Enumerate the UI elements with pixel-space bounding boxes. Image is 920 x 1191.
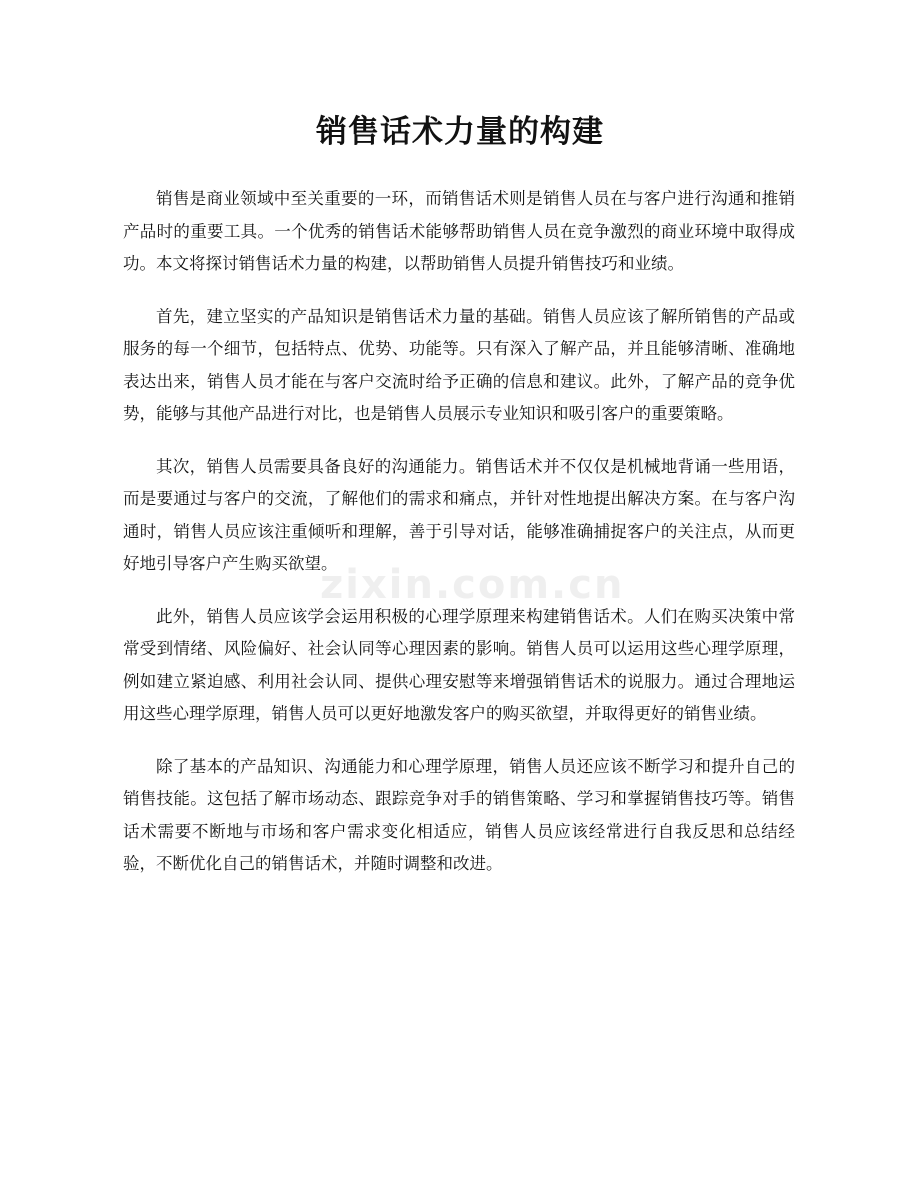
paragraph-5: 除了基本的产品知识、沟通能力和心理学原理，销售人员还应该不断学习和提升自己的销售技能。这包括了解市场动态、跟踪竞争对手的销售策略、学习和掌握销售技巧等。销售话术需要不断地与市场和客户需求变化相适应，销售人员应该经常进行自我反思和总结经验，不断优化自己的销售话术，并随时调整和改进。 [123,756,795,873]
watermark: zixin.com.cn [320,562,625,608]
paragraph-3: 其次，销售人员需要具备良好的沟通能力。销售话术并不仅仅是机械地背诵一些用语，而是要通过与客户的交流，了解他们的需求和痛点，并针对性地提出解决方案。在与客户沟通时，销售人员应该注重倾听和理解，善于引导对话，能够准确捕捉客户的关注点，从而更好地引导客户产生购买欲望。 [123,456,795,573]
document-body [123,183,795,901]
paragraph-2: 首先，建立坚实的产品知识是销售话术力量的基础。销售人员应该了解所销售的产品或服务的每一个细节，包括特点、优势、功能等。只有深入了解产品，并且能够清晰、准确地表达出来，销售人员才能在与客户交流时给予正确的信息和建议。此外，了解产品的竞争优势，能够与其他产品进行对比，也是销售人员展示专业知识和吸引客户的重要策略。 [123,306,795,423]
paragraph-1: 销售是商业领域中至关重要的一环，而销售话术则是销售人员在与客户进行沟通和推销产品时的重要工具。一个优秀的销售话术能够帮助销售人员在竞争激烈的商业环境中取得成功。本文将探讨销售话术力量的构建，以帮助销售人员提升销售技巧和业绩。 [123,189,795,273]
document-title: 销售话术力量的构建 [316,114,604,150]
paragraph-4: 此外，销售人员应该学会运用积极的心理学原理来构建销售话术。人们在购买决策中常常受到情绪、风险偏好、社会认同等心理因素的影响。销售人员可以运用这些心理学原理，例如建立紧迫感、利用社会认同、提供心理安慰等来增强销售话术的说服力。通过合理地运用这些心理学原理，销售人员可以更好地激发客户的购买欲望，并取得更好的销售业绩。 [123,606,795,723]
